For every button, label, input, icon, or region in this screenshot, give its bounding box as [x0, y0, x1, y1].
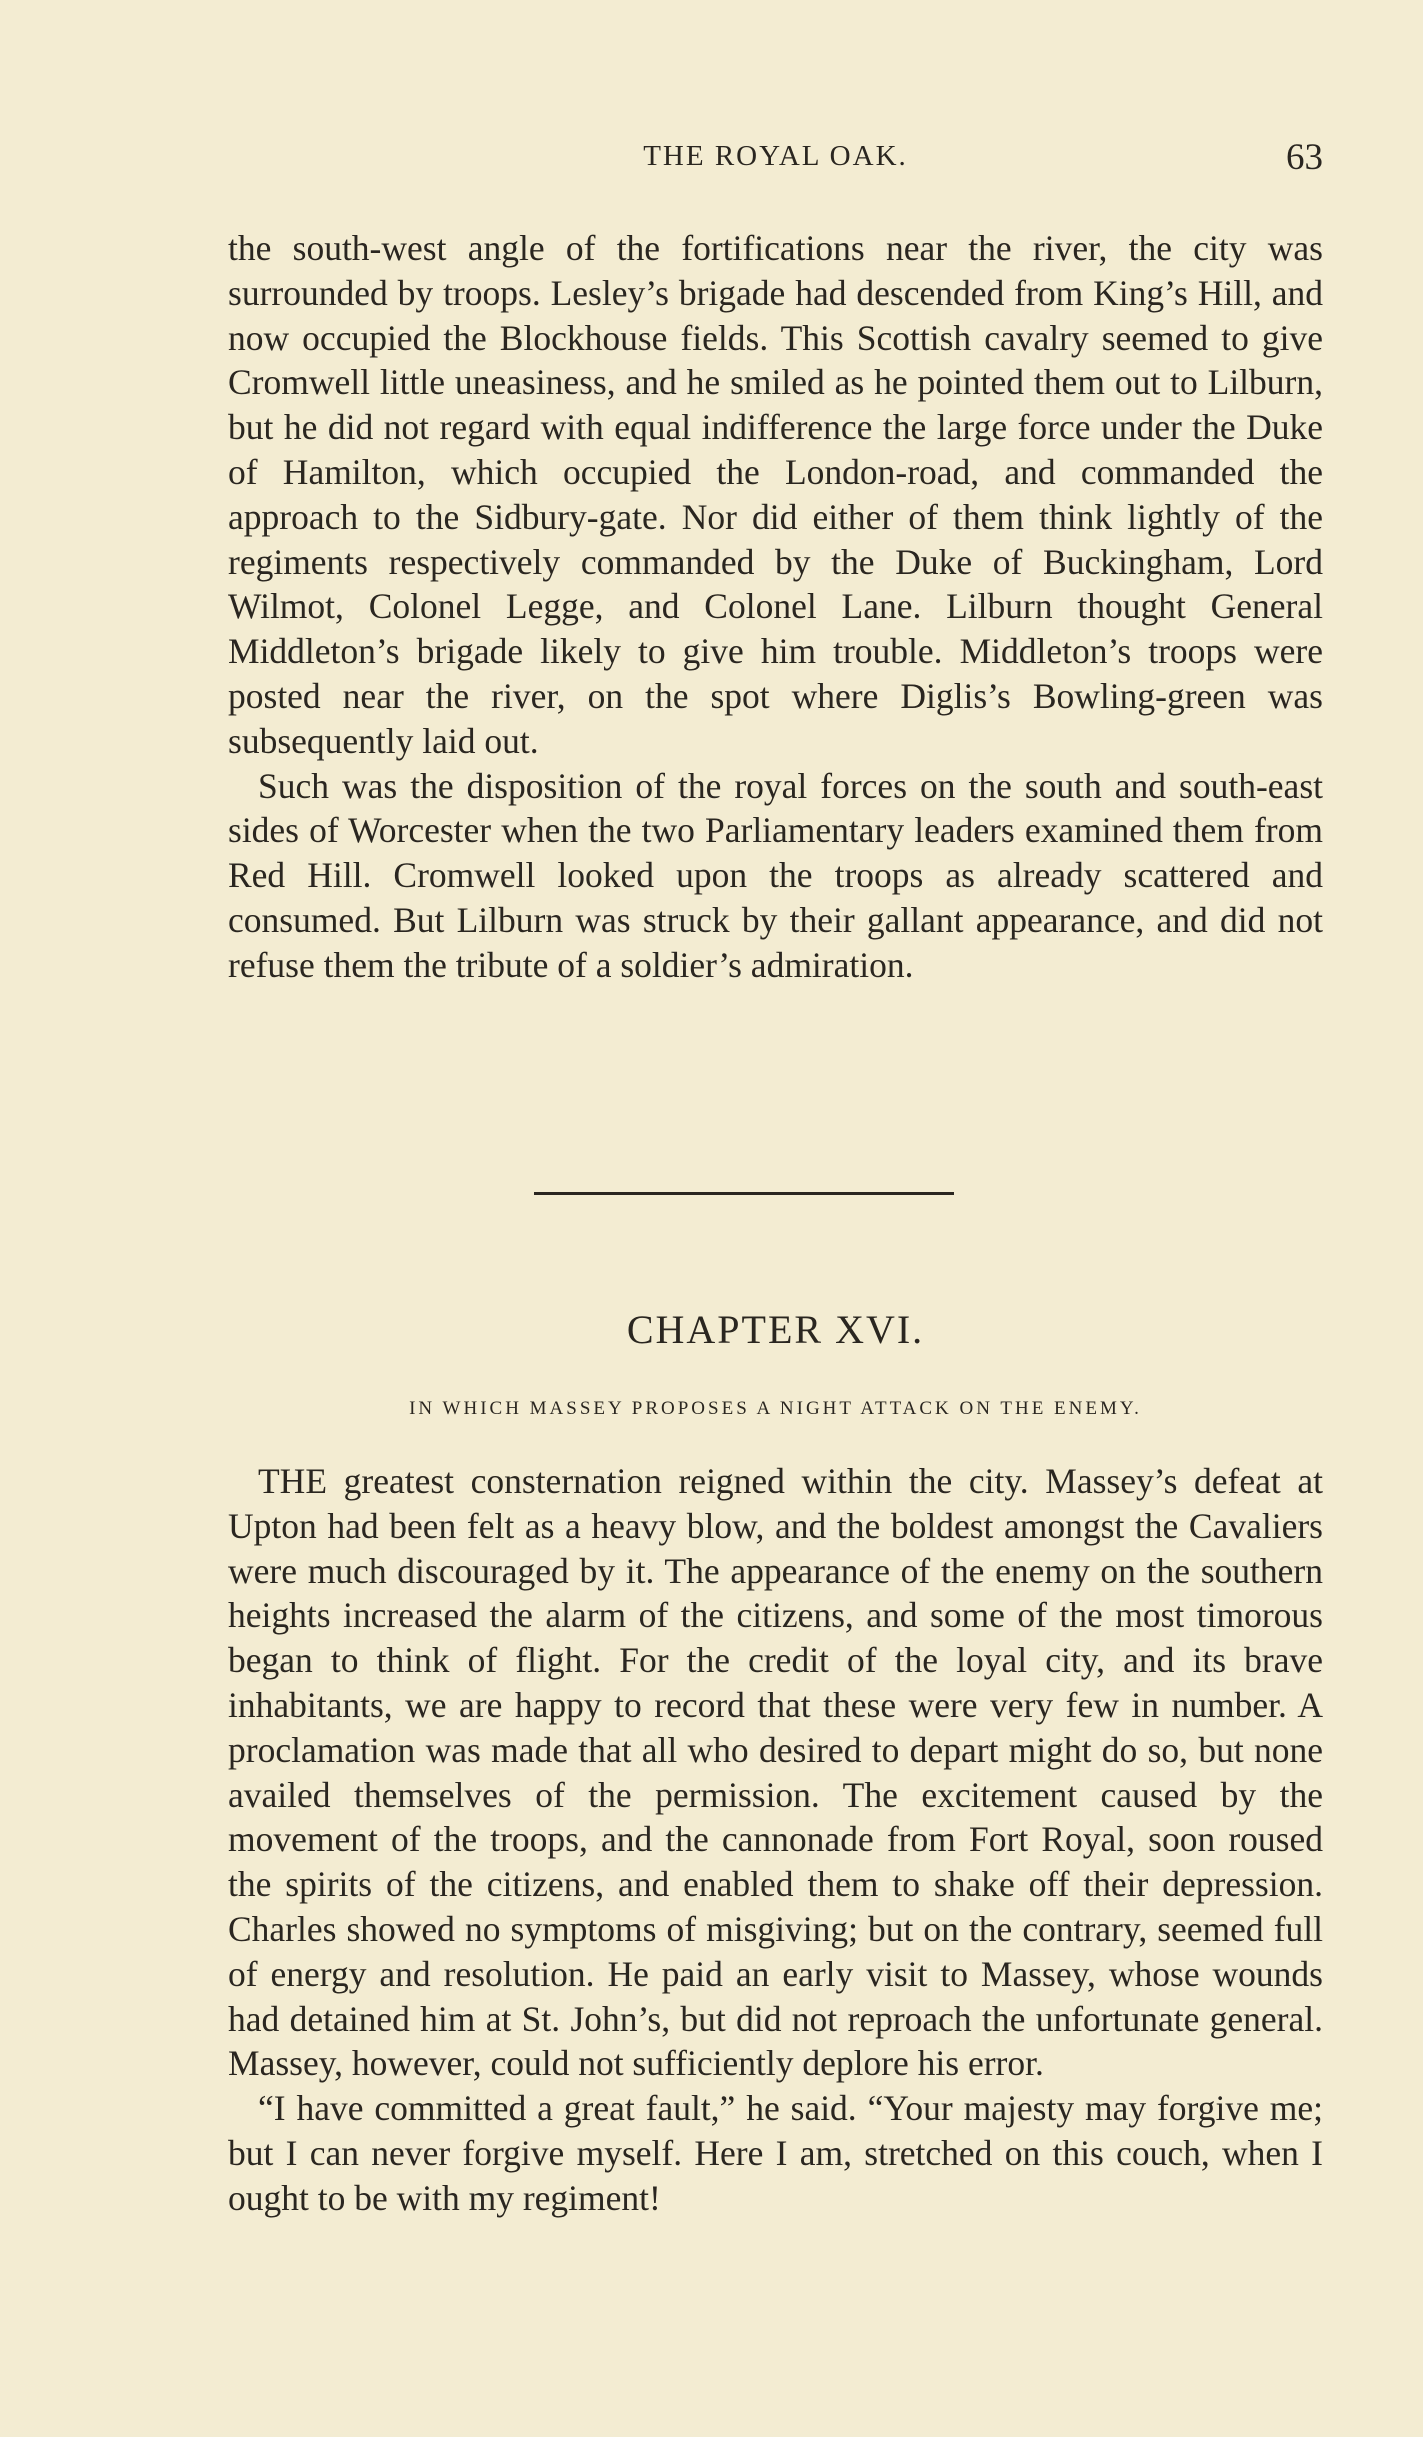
paragraph: THE greatest consternation reigned within the city. Massey’s defeat at Upton had been felt as a heavy blow, and the boldest amongst the Cavaliers were much discouraged by it. The appearance of the enemy on the southern heights increased the alarm of the citizens, and some of the most timorous began to think of flight. For the credit of the loyal city, and its brave inhabitants, we are happy to record that these were very few in number. A proclamation was made that all who desired to depart might do so, but none availed themselves of the permission. The excitement caused by the movement of the troops, and the cannonade from Fort Royal, soon roused the spirits of the citizens, and enabled them to shake off their depression. Charles showed no symptoms of misgiving; but on the contrary, seemed full of energy and resolution. He paid an early visit to Massey, whose wounds had detained him at St. John’s, but did not reproach the unfortunate general. Massey, however, could not sufficiently deplore his error. — [228, 1461, 1323, 2084]
running-head — [228, 137, 1323, 190]
section-divider — [534, 1192, 954, 1195]
running-title: THE ROYAL OAK. — [643, 140, 908, 172]
chapter-subtitle: IN WHICH MASSEY PROPOSES A NIGHT ATTACK ON THE ENEMY. — [409, 1398, 1142, 1419]
paragraph: Such was the disposition of the royal forces on the south and south-east sides of Worcester when the two Parliamentary leaders examined them from Red Hill. Cromwell looked upon the troops as already scattered and consumed. But Lilburn was struck by their gallant appearance, and did not refuse them the tribute of a soldier’s admiration. — [228, 765, 1323, 985]
page-number: 63 — [1286, 137, 1323, 178]
body-text-bottom — [228, 1459, 1323, 2221]
paragraph: the south-west angle of the fortifications near the river, the city was surrounded by troops. Lesley’s brigade had descended from King’s Hill, and now occupied the Blockhouse fields. This Scottish cavalry seemed to give Cromwell little uneasiness, and he smiled as he pointed them out to Lilburn, but he did not regard with equal indifference the large force under the Duke of Hamilton, which occupied the London-road, and commanded the approach to the Sidbury-gate. Nor did either of them think lightly of the regiments respectively commanded by the Duke of Buckingham, Lord Wilmot, Colonel Legge, and Colonel Lane. Lilburn thought General Middleton’s brigade likely to give him trouble. Middleton’s troops were posted near the river, on the spot where Diglis’s Bowling-green was subsequently laid out. — [228, 228, 1323, 761]
paragraph: “I have committed a great fault,” he said. “Your majesty may forgive me; but I can never forgive myself. Here I am, stretched on this couch, when I ought to be with my regiment! — [228, 2088, 1323, 2218]
chapter-title: CHAPTER XVI. — [626, 1307, 925, 1352]
body-text-top — [228, 226, 1323, 988]
